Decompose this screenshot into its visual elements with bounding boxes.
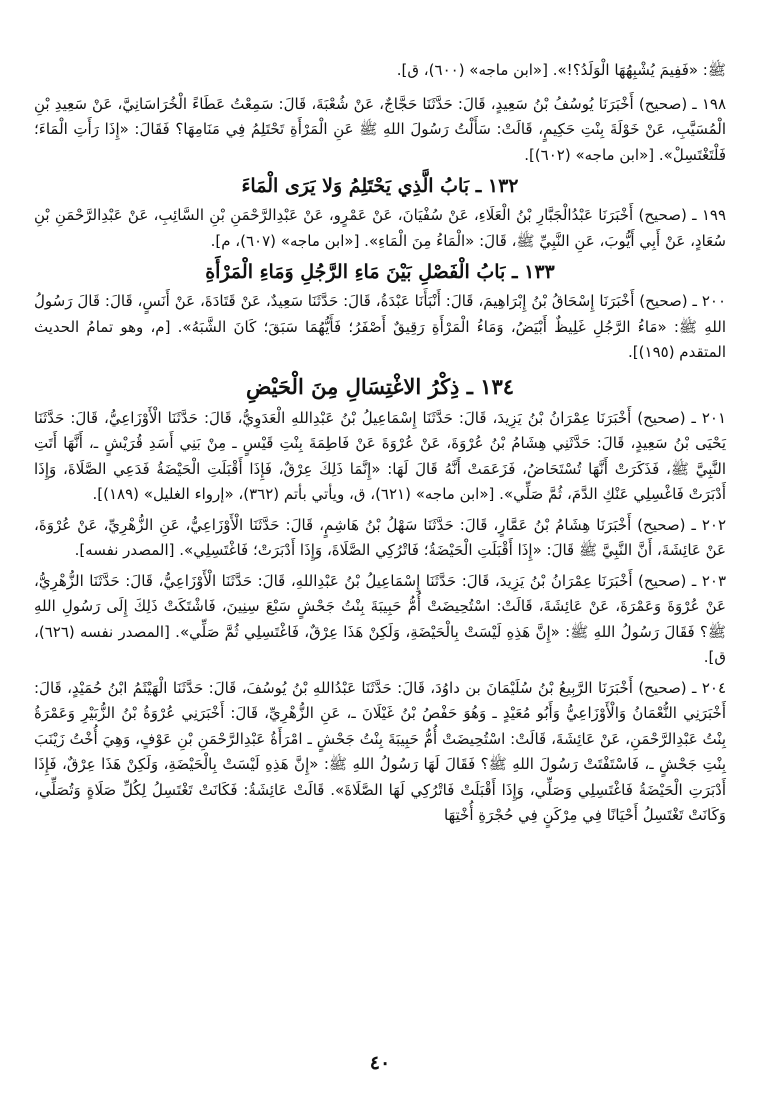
hadith-200: ٢٠٠ ـ (صحيح) أَخْبَرَنَا إِسْحَاقُ بْنُ إِبْرَاهِيمَ، قَالَ: أَنْبَأَنَا عَبْدَةُ، قَالَ: حَدَّثَنَا سَعِيدٌ، عَنْ قَتَادَةَ، عَنْ أَنَسٍ، قَالَ: قَالَ رَسُولُ اللهِ ﷺ: «مَاءُ الرَّجُلِ غَلِيظٌ أَبْيَضُ، وَمَاءُ الْمَرْأَةِ رَقِيقٌ أَصْفَرُ؛ فَأَيُّهُمَا سَبَقَ؛ كَانَ الشَّبَهُ». [م، وهو تمامُ الحديث المتقدم (١٩٥)]. xyxy=(34,292,726,361)
page-body xyxy=(34,58,726,834)
page-number: ٤٠ xyxy=(369,1052,391,1074)
chapter-133-heading: ١٣٣ ـ بَابُ الْفَصْلِ بَيْنَ مَاءِ الرَّجُلِ وَمَاءِ الْمَرْأَةِ xyxy=(205,261,555,283)
hadith-197-ending: ﷺ: «فَفِيمَ يُشْبِهُهَا الْوَلَدُ؟!». [«ابن ماجه» (٦٠٠)، ق]. xyxy=(396,61,726,79)
hadith-199: ١٩٩ ـ (صحيح) أَخْبَرَنَا عَبْدُالْجَبَّارِ بْنُ الْعَلَاءِ، عَنْ سُفْيَانَ، عَنْ عَمْرٍو، عَنْ عَبْدِالرَّحْمَنِ بْنِ السَّائِبِ، عَنْ عَبْدِالرَّحْمَنِ بْنِ سُعَادٍ، عَنْ أَبِي أَيُّوبَ، عَنِ النَّبِيِّ ﷺ، قَالَ: «الْمَاءُ مِنَ الْمَاءِ». [«ابن ماجه» (٦٠٧)، م]. xyxy=(34,206,726,250)
hadith-198: ١٩٨ ـ (صحيح) أَخْبَرَنَا يُوسُفُ بْنُ سَعِيدٍ، قَالَ: حَدَّثَنَا حَجَّاجٌ، عَنْ شُعْبَةَ، قَالَ: سَمِعْتُ عَطَاءً الْخُرَاسَانِيَّ، عَنْ سَعِيدِ بْنِ الْمُسَيَّبِ، عَنْ خَوْلَةَ بِنْتِ حَكِيمٍ، قَالَتْ: سَأَلْتُ رَسُولَ اللهِ ﷺ عَنِ الْمَرْأَةِ تَحْتَلِمُ فِي مَنَامِهَا؟ فَقَالَ: «إِذَا رَأَتِ الْمَاءَ؛ فَلْتَغْتَسِلْ». [«ابن ماجه» (٦٠٢)]. xyxy=(34,94,726,164)
hadith-202: ٢٠٢ ـ (صحيح) أَخْبَرَنَا هِشَامُ بْنُ عَمَّارٍ، قَالَ: حَدَّثَنَا سَهْلُ بْنُ هَاشِمٍ، قَالَ: حَدَّثَنَا الْأَوْزَاعِيُّ، عَنِ الزُّهْرِيِّ، عَنْ عُرْوَةَ، عَنْ عَائِشَةَ، أَنَّ النَّبِيَّ ﷺ قَالَ: «إِذَا أَقْبَلَتِ الْحَيْضَةُ؛ فَاتْرُكِي الصَّلَاةَ، وَإِذَا أَدْبَرَتْ؛ فَاغْتَسِلِي». [المصدر نفسه]. xyxy=(34,515,726,559)
hadith-204: ٢٠٤ ـ (صحيح) أَخْبَرَنَا الرَّبِيعُ بْنُ سُلَيْمَانَ بن داوُدَ، قَالَ: حَدَّثَنَا عَبْدُاللهِ بْنُ يُوسُفَ، قَالَ: حَدَّثَنَا الْهَيْثَمُ ابْنُ حُمَيْدٍ، قَالَ: أَخْبَرَنِي النُّعْمَانُ وَالْأَوْزَاعِيُّ وَأَبُو مُعَيْدٍ ـ وَهُوَ حَفْصُ بْنُ غَيْلَانَ ـ، عَنِ الزُّهْرِيِّ، قَالَ: أَخْبَرَنِي عُرْوَةُ بْنُ الزُّبَيْرِ وَعَمْرَةُ بِنْتُ عَبْدِالرَّحْمَنِ، عَنْ عَائِشَةَ، قَالَتْ: اسْتُحِيضَتْ أُمُّ حَبِيبَةَ بِنْتُ جَحْشٍ ـ امْرَأَةُ عَبْدِالرَّحْمَنِ بْنِ عَوْفٍ، وَهِيَ أُخْتُ زَيْنَبَ بِنْتِ جَحْشٍ ـ، فَاسْتَفْتَتْ رَسُولَ اللهِ ﷺ؟ فَقَالَ لَهَا رَسُولُ اللهِ ﷺ: «إِنَّ هَذِهِ لَيْسَتْ بِالْحَيْضَةِ، وَلَكِنْ هَذَا عِرْقٌ، فَإِذَا أَدْبَرَتِ الْحَيْضَةُ فَاغْتَسِلِي وَصَلِّي، وَإِذَا أَقْبَلَتْ فَاتْرُكِي لَهَا الصَّلَاةَ». قَالَتْ عَائِشَةُ: فَكَانَتْ تَغْتَسِلُ لِكُلِّ صَلَاةٍ وَتُصَلِّي، وَكَانَتْ تَغْتَسِلُ أَحْيَانًا فِي مِرْكَنٍ فِي حُجْرَةِ أُخْتِهَا xyxy=(34,678,726,824)
hadith-201: ٢٠١ ـ (صحيح) أَخْبَرَنَا عِمْرَانُ بْنُ يَزِيدَ، قَالَ: حَدَّثَنَا إِسْمَاعِيلُ بْنُ عَبْدِاللهِ الْعَدَوِيُّ، قَالَ: حَدَّثَنَا الْأَوْزَاعِيُّ، قَالَ: حَدَّثَنَا يَحْيَى بْنُ سَعِيدٍ، قَالَ: حَدَّثَنِي هِشَامُ بْنُ عُرْوَةَ، عَنْ عُرْوَةَ عَنْ فَاطِمَةَ بِنْتِ قَيْسٍ ـ مِنْ بَنِي أَسَدِ قُرَيْشٍ ـ، أَنَّهَا أَتَتِ النَّبِيَّ ﷺ، فَذَكَرَتْ أَنَّهَا تُسْتَحَاضُ، فَزَعَمَتْ أَنَّهُ قَالَ لَهَا: «إِنَّمَا ذَلِكَ عِرْقٌ، فَإِذَا أَقْبَلَتِ الْحَيْضَةُ فَدَعِي الصَّلَاةَ، وَإِذَا أَدْبَرَتْ فَاغْسِلِي عَنْكِ الدَّمَ، ثُمَّ صَلِّي». [«ابن ماجه» (٦٢١)، ق، ويأتي بأتم (٣٦٢)، «إرواء الغليل» (١٨٩)]. xyxy=(34,408,726,503)
chapter-132-heading: ١٣٢ ـ بَابُ الَّذِي يَحْتَلِمُ وَلا يَرَى الْمَاءَ xyxy=(241,175,519,197)
chapter-134-heading: ١٣٤ ـ ذِكْرُ الاغْتِسَالِ مِنَ الْحَيْضِ xyxy=(245,373,515,399)
hadith-203: ٢٠٣ ـ (صحيح) أَخْبَرَنَا عِمْرَانُ بْنُ يَزِيدَ، قَالَ: حَدَّثَنَا إِسْمَاعِيلُ بْنُ عَبْدِاللهِ، قَالَ: حَدَّثَنَا الْأَوْزَاعِيُّ، قَالَ: حَدَّثَنَا الزُّهْرِيُّ، عَنْ عُرْوَةَ وَعَمْرَةَ، عَنْ عَائِشَةَ، قَالَتْ: اسْتُحِيضَتْ أُمُّ حَبِيبَةَ بِنْتُ جَحْشٍ سَبْعَ سِنِينَ، فَاشْتَكَتْ ذَلِكَ إِلَى رَسُولِ اللهِ ﷺ؟ فَقَالَ رَسُولُ اللهِ ﷺ: «إِنَّ هَذِهِ لَيْسَتْ بِالْحَيْضَةِ، وَلَكِنْ هَذَا عِرْقٌ، فَاغْتَسِلِي ثُمَّ صَلِّي». [المصدر نفسه (٦٢٦)، ق]. xyxy=(34,571,726,666)
